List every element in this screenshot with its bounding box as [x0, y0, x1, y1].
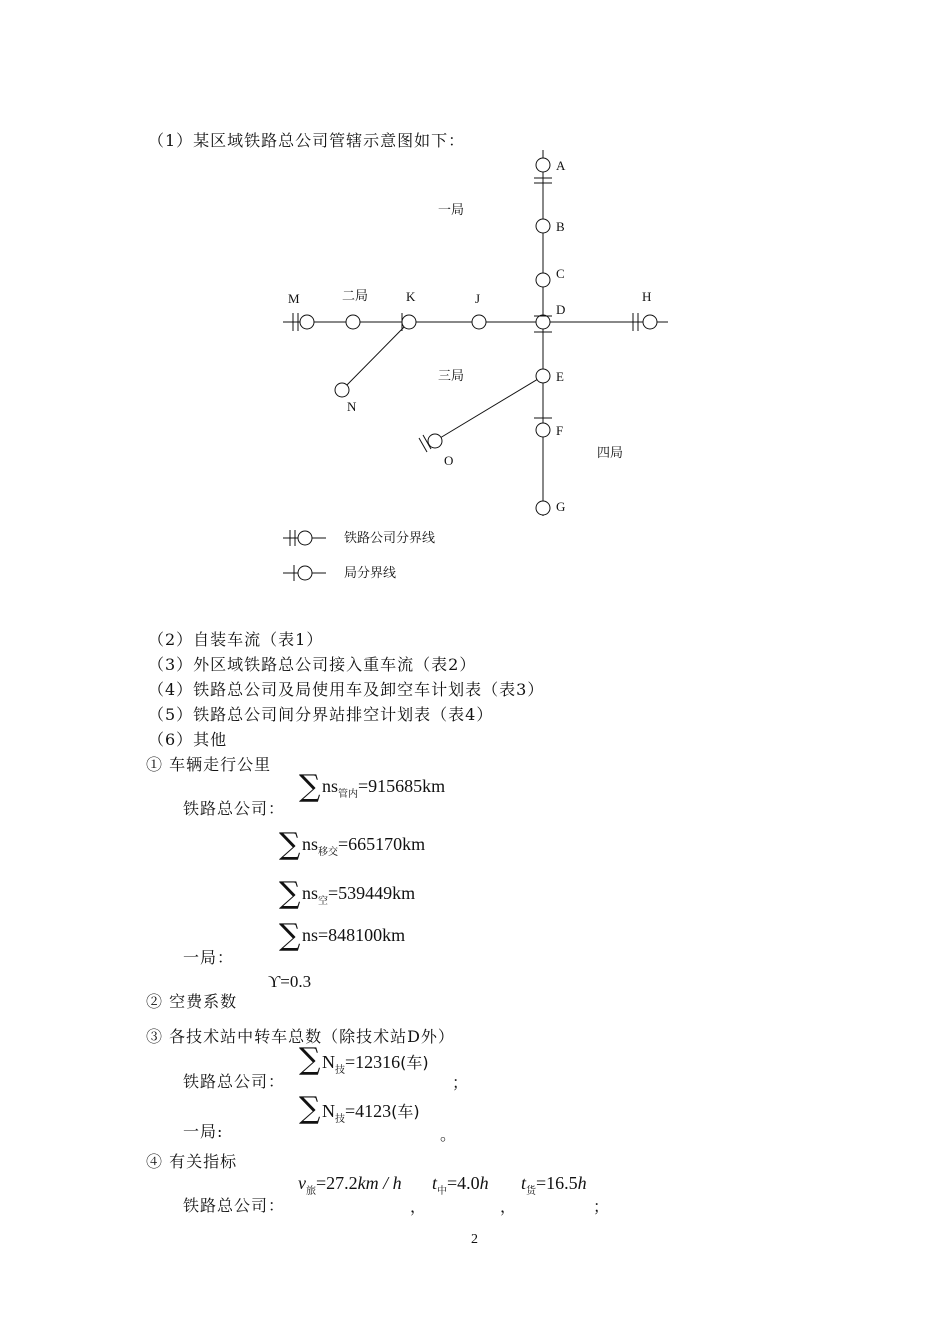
legend-bureau-circle — [298, 566, 312, 580]
label-A: A — [556, 158, 566, 173]
label-J: J — [475, 291, 481, 306]
sigma-symbol: ∑ — [299, 769, 321, 804]
station-E-circle — [536, 369, 550, 383]
station-J-circle — [472, 315, 486, 329]
station-D-circle — [536, 315, 550, 329]
station-O-circle — [428, 434, 442, 448]
empty-run-coefficient: ϒ=0.3 — [268, 972, 312, 991]
railway-diagram — [0, 0, 950, 600]
legend-company-circle — [298, 531, 312, 545]
sigma-symbol: ∑ — [279, 918, 301, 953]
intro-text: （1）某区域铁路总公司管辖示意图如下： — [148, 131, 466, 150]
station-N-circle — [335, 383, 349, 397]
legend-bureau-label: 局分界线 — [344, 566, 397, 581]
label-D: D — [556, 302, 566, 317]
page-number: 2 — [471, 1232, 478, 1247]
label-C: C — [556, 266, 565, 281]
station-G-circle — [536, 501, 550, 515]
sec3-f1-end: ； — [452, 1073, 470, 1092]
label-E: E — [556, 369, 564, 384]
sigma-symbol: ∑ — [299, 1091, 321, 1126]
sec3-company-label: 铁路总公司： — [183, 1072, 286, 1091]
bureau-label-2: 二局 — [342, 289, 369, 304]
label-F: F — [556, 423, 564, 438]
station-A-circle — [536, 158, 550, 172]
legend-company-label: 铁路公司分界线 — [344, 531, 436, 546]
sec1-company-label: 铁路总公司： — [183, 799, 286, 818]
sec3-f2-end: 。 — [440, 1125, 458, 1144]
station-M-circle — [300, 315, 314, 329]
sep-2: ， — [500, 1197, 518, 1216]
formula-ns-bureau: ns=848100km — [302, 925, 406, 945]
sigma-symbol: ∑ — [299, 1042, 321, 1077]
bureau-label-1: 一局 — [438, 203, 465, 218]
label-H: H — [642, 289, 652, 304]
station-unnamed-circle — [346, 315, 360, 329]
formula-travel-speed: $v_旅=27.2km / h$ — [298, 1173, 402, 1197]
sec1-title: ① 车辆走行公里 — [146, 755, 272, 774]
sigma-symbol: ∑ — [279, 876, 301, 911]
station-B-circle — [536, 219, 550, 233]
label-G: G — [556, 499, 566, 514]
formula-transit-bureau: $N_技=4123$(车) — [322, 1101, 420, 1125]
label-K: K — [406, 289, 416, 304]
formula-freight-time: $t_货=16.5h$ — [521, 1173, 587, 1197]
station-H-circle — [643, 315, 657, 329]
item-3: （3）外区域铁路总公司接入重车流（表2） — [148, 655, 477, 674]
label-N: N — [347, 399, 357, 414]
sec3-bureau-label: 一局: — [183, 1122, 224, 1141]
sigma-symbol: ∑ — [279, 827, 301, 862]
sep-3: ； — [593, 1197, 611, 1216]
item-5: （5）铁路总公司间分界站排空计划表（表4） — [148, 705, 494, 724]
formula-ns-empty: $ns_空=539449km$ — [302, 883, 416, 907]
sec4-company-label: 铁路总公司： — [183, 1196, 286, 1215]
bureau-label-3: 三局 — [438, 369, 465, 384]
bureau-label-4: 四局 — [597, 446, 624, 461]
label-M: M — [288, 291, 300, 306]
sec1-bureau-label: 一局： — [183, 948, 235, 967]
item-6: （6）其他 — [148, 730, 228, 749]
sep-1: ， — [410, 1197, 428, 1216]
sec2-title: ② 空费系数 — [146, 992, 238, 1011]
formula-transit-company: $N_技=12316$(车) — [322, 1052, 429, 1076]
label-O: O — [444, 453, 454, 468]
label-B: B — [556, 219, 565, 234]
item-4: （4）铁路总公司及局使用车及卸空车计划表（表3） — [148, 680, 545, 699]
formula-ns-transfer: $ns_{移交}=665170km$ — [302, 834, 426, 858]
station-C-circle — [536, 273, 550, 287]
formula-transit-time: $t_中=4.0h$ — [432, 1173, 489, 1197]
item-2: （2）自装车流（表1） — [148, 630, 324, 649]
sec3-title: ③ 各技术站中转车总数（除技术站D外） — [146, 1027, 455, 1046]
sec4-title: ④ 有关指标 — [146, 1152, 238, 1171]
formula-ns-internal: $ns_{管内}=915685km$ — [322, 776, 446, 800]
station-F-circle — [536, 423, 550, 437]
station-K-circle — [402, 315, 416, 329]
